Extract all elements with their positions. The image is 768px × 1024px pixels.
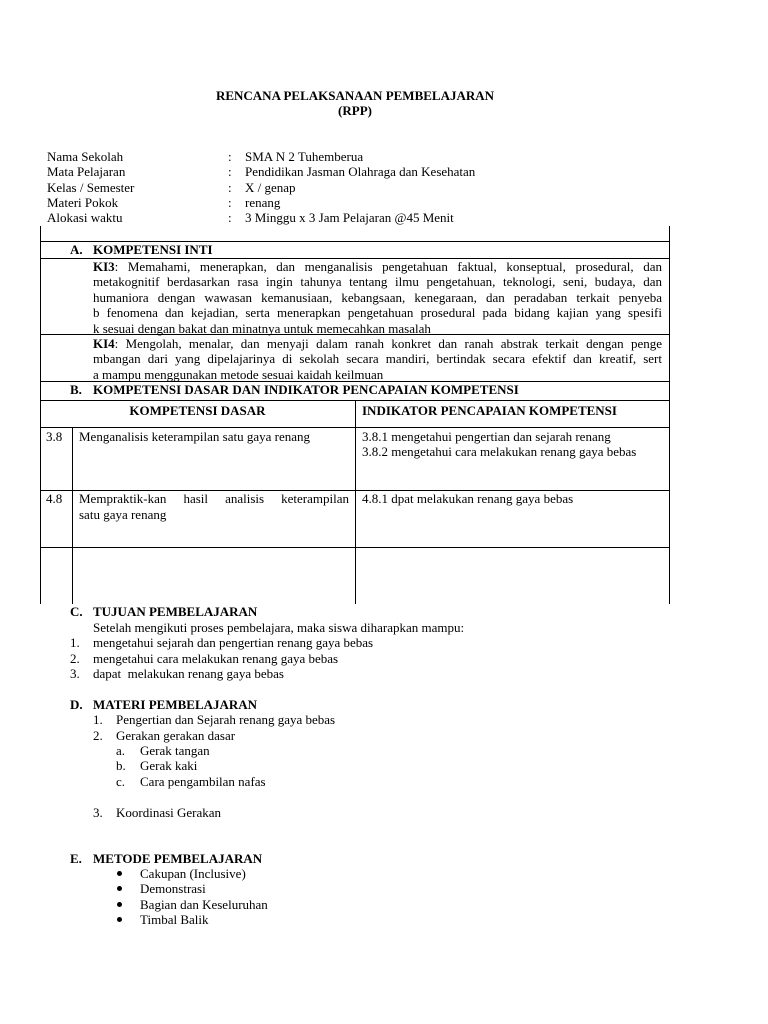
ki3-paragraph <box>93 259 662 336</box>
row-kd: satu gaya renang <box>79 507 167 522</box>
identity-label: Materi Pokok <box>47 195 119 210</box>
identity-value: SMA N 2 Tuhemberua <box>245 149 364 164</box>
bullet-item: Cakupan (Inclusive) <box>140 866 246 881</box>
row-ipk: 4.8.1 dpat melakukan renang gaya bebas <box>362 491 574 506</box>
sublist-item-letter: b. <box>116 758 126 773</box>
row-number: 4.8 <box>46 491 63 506</box>
identity-label: Kelas / Semester <box>47 180 135 195</box>
ki4-text: : Mengolah, menalar, dan menyaji dalam ranah konkret dan ranah abstrak terkait dengan penge <box>114 336 662 351</box>
identity-separator: : <box>228 195 232 210</box>
ki4-line: a mampu menggunakan metode sesuai kaidah keilmuan <box>93 366 384 382</box>
list-item: Koordinasi Gerakan <box>116 805 222 820</box>
section-e-marker: E. <box>70 851 82 866</box>
list-item: Pengertian dan Sejarah renang gaya bebas <box>116 712 336 727</box>
identity-label: Mata Pelajaran <box>47 164 126 179</box>
table-line <box>355 400 356 604</box>
list-item: Gerakan gerakan dasar <box>116 728 236 743</box>
section-a-marker: A. <box>70 242 83 257</box>
identity-separator: : <box>228 164 232 179</box>
ki3-line: humaniora dengan wawasan kemanusiaan, kebangsaan, kenegaraan, dan peradaban terkait penyeba <box>93 289 662 305</box>
row-kd: Menganalisis keterampilan satu gaya renang <box>79 429 311 444</box>
list-item-number: 2. <box>93 728 103 743</box>
section-a-title: KOMPETENSI INTI <box>93 242 213 257</box>
identity-separator: : <box>228 149 232 164</box>
sublist-item-letter: c. <box>116 774 126 789</box>
identity-value: renang <box>245 195 281 210</box>
bullet-icon <box>117 886 122 891</box>
ki3-line-1 <box>93 259 662 274</box>
section-c-intro: Setelah mengikuti proses pembelajara, maka siswa diharapkan mampu: <box>93 620 465 635</box>
section-e-title: METODE PEMBELAJARAN <box>93 851 263 866</box>
ki3-line: b fenomena dan kejadian, serta menerapkan pengetahuan prosedural pada bidang kajian yang spesifi <box>93 305 662 321</box>
bullet-icon <box>117 917 122 922</box>
row-ipk: 3.8.1 mengetahui pengertian dan sejarah renang <box>362 429 611 444</box>
document-title: RENCANA PELAKSANAAN PEMBELAJARAN <box>215 88 495 103</box>
list-item: dapat melakukan renang gaya bebas <box>93 666 284 681</box>
ki3-text: : Memahami, menerapkan, dan menganalisis pengetahuan faktual, konseptual, prosedural, dan <box>114 259 662 274</box>
ki4-paragraph <box>93 336 662 382</box>
list-item-number: 3. <box>93 805 103 820</box>
bullet-icon <box>117 902 122 907</box>
identity-value: X / genap <box>245 180 296 195</box>
sublist-item-letter: a. <box>116 743 126 758</box>
section-c-marker: C. <box>70 604 83 619</box>
identity-label: Alokasi waktu <box>47 210 123 225</box>
ki4-code: KI4 <box>93 336 115 351</box>
section-d-marker: D. <box>70 697 83 712</box>
list-item-number: 1. <box>70 635 80 650</box>
bullet-icon <box>117 871 122 876</box>
list-item: mengetahui sejarah dan pengertian renang gaya bebas <box>93 635 374 650</box>
list-item-number: 1. <box>93 712 103 727</box>
sublist-item: Gerak kaki <box>140 758 198 773</box>
row-kd: Mempraktik-kan hasil analisis keterampilan <box>79 491 349 506</box>
identity-value: 3 Minggu x 3 Jam Pelajaran @45 Menit <box>245 210 454 225</box>
document-subtitle: (RPP) <box>338 103 372 118</box>
ki4-line: mbangan dari yang dipelajarinya di sekolah secara mandiri, bertindak secara efektif dan kreatif, sert <box>93 351 662 367</box>
ki3-code: KI3 <box>93 259 115 274</box>
identity-separator: : <box>228 180 232 195</box>
bullet-item: Timbal Balik <box>140 912 209 927</box>
list-item: mengetahui cara melakukan renang gaya bebas <box>93 651 339 666</box>
section-b-marker: B. <box>70 382 82 397</box>
bullet-item: Bagian dan Keseluruhan <box>140 897 268 912</box>
ki3-line: k sesuai dengan bakat dan minatnya untuk memecahkan masalah <box>93 320 431 336</box>
section-b-title: KOMPETENSI DASAR DAN INDIKATOR PENCAPAIAN KOMPETENSI <box>93 382 519 397</box>
identity-value: Pendidikan Jasman Olahraga dan Kesehatan <box>245 164 476 179</box>
ki3-line: metakognitif berdasarkan rasa ingin tahunya tentang ilmu pengetahuan, teknologi, seni, budaya, dan <box>93 274 662 290</box>
identity-separator: : <box>228 210 232 225</box>
identity-label: Nama Sekolah <box>47 149 124 164</box>
table-line <box>669 226 670 604</box>
table-line <box>72 427 73 604</box>
bullet-item: Demonstrasi <box>140 881 206 896</box>
list-item-number: 2. <box>70 651 80 666</box>
row-number: 3.8 <box>46 429 63 444</box>
column-header-ipk: INDIKATOR PENCAPAIAN KOMPETENSI <box>362 403 617 418</box>
column-header-kd: KOMPETENSI DASAR <box>129 403 266 418</box>
section-d-title: MATERI PEMBELAJARAN <box>93 697 258 712</box>
section-c-title: TUJUAN PEMBELAJARAN <box>93 604 258 619</box>
row-ipk: 3.8.2 mengetahui cara melakukan renang gaya bebas <box>362 444 637 459</box>
ki4-line-1 <box>93 336 662 351</box>
list-item-number: 3. <box>70 666 80 681</box>
sublist-item: Gerak tangan <box>140 743 210 758</box>
sublist-item: Cara pengambilan nafas <box>140 774 266 789</box>
